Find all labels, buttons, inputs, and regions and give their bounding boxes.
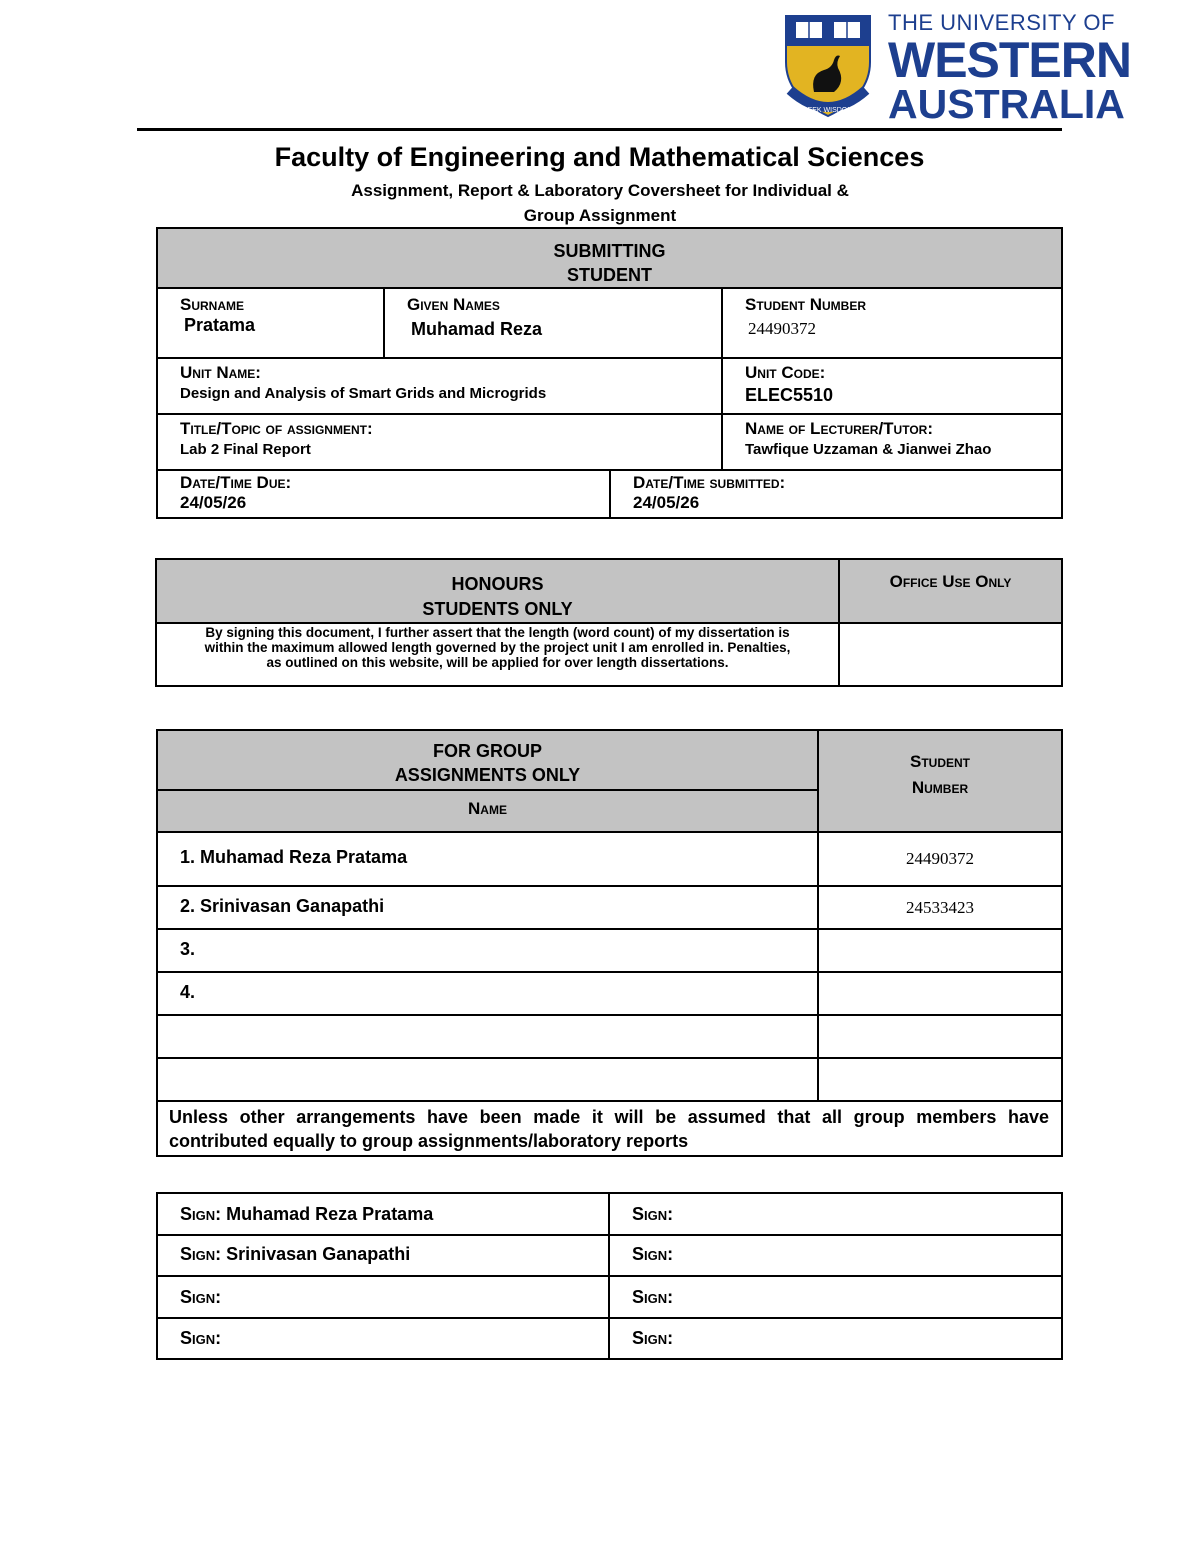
surname-label: Surname: [180, 295, 245, 314]
group-heading-line1: FOR GROUP: [432, 741, 542, 761]
subtitle-line1: Assignment, Report & Laboratory Coversheet for Individual &: [351, 181, 849, 200]
unit-name-value: Design and Analysis of Smart Grids and Microgrids: [180, 385, 547, 402]
sign-value: Muhamad Reza Pratama: [226, 1204, 434, 1224]
office-use-heading: [839, 559, 1062, 623]
wordmark-line2: WESTERN: [888, 32, 1131, 88]
student-number-cell: [722, 288, 1062, 358]
sign-label: Sign:: [632, 1204, 674, 1224]
signature-left-cell: [157, 1276, 609, 1318]
member-number-cell: [818, 972, 1062, 1015]
signature-right-cell: [609, 1235, 1062, 1276]
honours-heading: [156, 559, 839, 623]
group-note-text: Unless other arrangements have been made it will be assumed that all group members have contributed equally to group assignments/laboratory reports: [169, 1107, 1049, 1151]
honours-declaration-cell: [156, 623, 839, 686]
sign-value: Srinivasan Ganapathi: [226, 1244, 411, 1264]
group-number-label-line1: Student: [909, 752, 970, 771]
member-name: 1. Muhamad Reza Pratama: [180, 847, 408, 867]
signature-left-cell: [157, 1193, 609, 1235]
honours-heading-line1: HONOURS: [451, 574, 544, 594]
member-name-cell: [157, 929, 818, 972]
unit-code-cell: [722, 358, 1062, 414]
member-name-cell: [157, 1058, 818, 1101]
sign-label: Sign:: [180, 1244, 222, 1264]
student-number-label: Student Number: [745, 295, 866, 314]
sign-label: Sign:: [632, 1244, 674, 1264]
member-name: 2. Srinivasan Ganapathi: [180, 896, 385, 916]
unit-code-label: Unit Code:: [745, 363, 826, 382]
surname-value: Pratama: [184, 315, 256, 335]
lecturer-label: Name of Lecturer/Tutor:: [745, 419, 933, 438]
given-names-label: Given Names: [407, 295, 500, 314]
sign-label: Sign:: [180, 1287, 222, 1307]
sign-label: Sign:: [180, 1328, 222, 1348]
surname-cell: [157, 288, 384, 358]
member-name-cell: [157, 972, 818, 1015]
group-assignment-table: [156, 729, 1063, 1157]
member-number-cell: [818, 1015, 1062, 1058]
date-due-label: Date/Time Due:: [180, 473, 292, 492]
group-note-cell: [157, 1101, 1062, 1156]
date-submitted-label: Date/Time submitted:: [633, 473, 786, 492]
member-number-cell: [818, 929, 1062, 972]
signature-right-cell: [609, 1193, 1062, 1235]
coversheet-subtitle: [250, 178, 950, 228]
sign-label: Sign:: [180, 1204, 222, 1224]
wordmark-line1: THE UNIVERSITY OF: [888, 10, 1115, 35]
member-name: 4.: [180, 982, 196, 1002]
unit-name-cell: [157, 358, 722, 414]
date-due-value: 24/05/26: [180, 493, 247, 512]
signature-left-cell: [157, 1318, 609, 1359]
member-name-cell: [157, 886, 818, 929]
unit-code-value: ELEC5510: [745, 385, 834, 405]
member-name: 3.: [180, 939, 196, 959]
member-name-cell: [157, 1015, 818, 1058]
submitting-heading-line2: STUDENT: [567, 265, 652, 285]
sign-label: Sign:: [632, 1328, 674, 1348]
date-submitted-cell: [610, 470, 1062, 518]
signature-right-cell: [609, 1276, 1062, 1318]
member-number-cell: [818, 1058, 1062, 1101]
lecturer-cell: [722, 414, 1062, 470]
assignment-title-value: Lab 2 Final Report: [180, 441, 311, 458]
signature-right-cell: [609, 1318, 1062, 1359]
member-number: 24490372: [906, 849, 974, 868]
honours-heading-line2: STUDENTS ONLY: [422, 599, 573, 619]
group-heading-line2: ASSIGNMENTS ONLY: [394, 765, 581, 785]
honours-declaration-text: By signing this document, I further assert that the length (word count) of my dissertation is within the maximum allowed length governed by the project unit I am enrolled in. Penalties, as outlined on this website, will be applied for over length dissertations.: [204, 625, 791, 670]
assignment-title-label: Title/Topic of assignment:: [180, 419, 373, 438]
wordmark-line3: AUSTRALIA: [888, 81, 1125, 127]
group-number-heading: [818, 730, 1062, 832]
student-number-value: 24490372: [748, 319, 816, 338]
motto-text: SEEK WISDOM: [802, 107, 854, 114]
signature-left-cell: [157, 1235, 609, 1276]
member-number-cell: [818, 832, 1062, 886]
unit-name-label: Unit Name:: [180, 363, 261, 382]
signature-table: [156, 1192, 1063, 1360]
lecturer-value: Tawfique Uzzaman & Jianwei Zhao: [745, 441, 992, 458]
submitting-student-table: [156, 227, 1063, 519]
office-use-cell: [839, 623, 1062, 686]
subtitle-line2: Group Assignment: [523, 206, 677, 225]
group-name-label: Name: [468, 799, 507, 818]
submitting-heading: [157, 228, 1062, 288]
group-number-label-line2: Number: [911, 778, 969, 797]
header-divider: [137, 128, 1062, 131]
given-names-value: Muhamad Reza: [411, 319, 543, 339]
assignment-title-cell: [157, 414, 722, 470]
university-crest: [780, 12, 876, 120]
date-due-cell: [157, 470, 610, 518]
office-use-label: Office Use Only: [889, 572, 1012, 591]
honours-table: [155, 558, 1063, 687]
member-number-cell: [818, 886, 1062, 929]
given-names-cell: [384, 288, 722, 358]
faculty-title: Faculty of Engineering and Mathematical Sciences: [274, 142, 925, 172]
university-wordmark: [888, 10, 1131, 127]
group-heading: [157, 730, 818, 790]
date-submitted-value: 24/05/26: [633, 493, 700, 512]
member-number: 24533423: [906, 898, 974, 917]
group-name-heading: [157, 790, 818, 832]
sign-label: Sign:: [632, 1287, 674, 1307]
submitting-heading-line1: SUBMITTING: [553, 241, 666, 261]
member-name-cell: [157, 832, 818, 886]
